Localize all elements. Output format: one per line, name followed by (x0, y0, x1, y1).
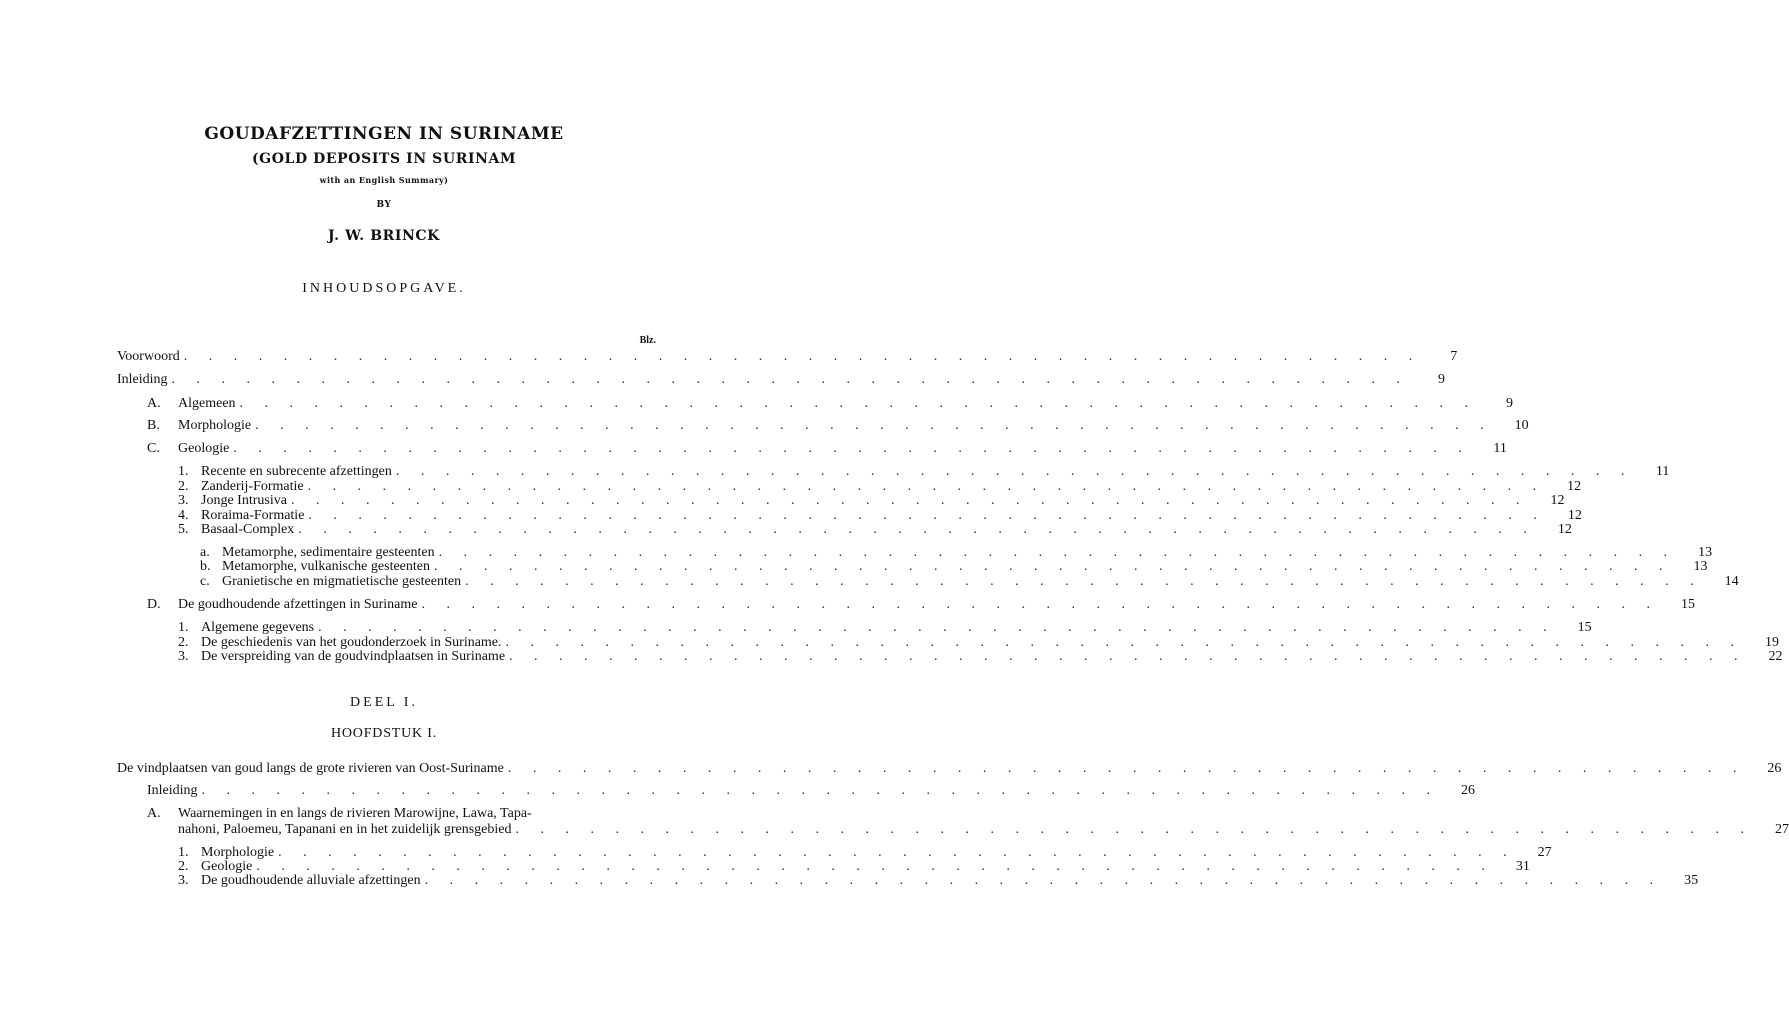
leader-dots: . . . . . . . . . . . . . . . . . . . . . . . . . . . . . . . . . . . . . . . . . . . . . . . . . . (424, 873, 1663, 888)
toc-entry-number: 1. (178, 845, 189, 860)
toc-entry (178, 464, 1670, 480)
toc-entry-label: De goudhoudende alluviale afzettingen (201, 873, 421, 888)
toc-entry-label: Granietische en migmatietische gesteenten (222, 574, 462, 589)
toc-entry-page: 27 (1537, 845, 1552, 860)
author-name: J. W. BRINCK (328, 228, 440, 244)
toc-heading: INHOUDSOPGAVE. (302, 281, 466, 296)
leader-dots: . . . . . . . . . . . . . . . . . . . . . . . . . . . . . . . . . . . . . . . . . . . . . . . . . . (278, 845, 1516, 860)
leader-dots: . . . . . . . . . . . . . . . . . . . . . . . . . . . . . . . . . . . . . . . . . . . . . . . . . . (255, 418, 1493, 433)
toc-entry-number: a. (200, 545, 210, 560)
leader-dots: . . . . . . . . . . . . . . . . . . . . . . . . . . . . . . . . . . . . . . . . . . . . . . . . . . (171, 372, 1410, 387)
leader-dots: . . . . . . . . . . . . . . . . . . . . . . . . . . . . . . . . . . . . . . . . . . . . . . . . . . (438, 545, 1677, 560)
toc-entry (178, 522, 1572, 538)
toc-entry-number: 4. (178, 508, 189, 523)
toc-entry-page: 11 (1655, 464, 1670, 479)
toc-entry (178, 649, 1783, 665)
toc-entry-label: Geologie (178, 441, 230, 456)
leader-dots: . . . . . . . . . . . . . . . . . . . . . . . . . . . . . . . . . . . . . . . . . . . . . . . . . . (505, 635, 1744, 650)
toc-entry-page: 12 (1550, 493, 1565, 508)
toc-entry-page: 7 (1450, 349, 1458, 364)
toc-entry-page: 13 (1693, 559, 1708, 574)
toc-entry-number: A. (147, 396, 161, 411)
toc-entry-page: 9 (1438, 372, 1446, 387)
toc-entry-label: Inleiding (117, 372, 168, 387)
leader-dots: . . . . . . . . . . . . . . . . . . . . . . . . . . . . . . . . . . . . . . . . . . . . . . . . . . (515, 822, 1753, 837)
toc-entry-page: 10 (1514, 418, 1529, 433)
leader-dots: . . . . . . . . . . . . . . . . . . . . . . . . . . . . . . . . . . . . . . . . . . . . . . . . . . (239, 396, 1478, 411)
leader-dots: . . . . . . . . . . . . . . . . . . . . . . . . . . . . . . . . . . . . . . . . . . . . . . . . . . (395, 464, 1634, 479)
toc-entry-page: 13 (1698, 545, 1713, 560)
toc-entry (147, 597, 1695, 613)
toc-entry-label: Geologie (201, 859, 253, 874)
toc-entry-number: 2. (178, 859, 189, 874)
toc-entry (147, 418, 1529, 434)
toc-entry-label: De geschiedenis van het goudonderzoek in Suriname. (201, 635, 502, 650)
toc-entry-page: 12 (1567, 479, 1582, 494)
toc-entry-page: 26 (1767, 761, 1782, 776)
leader-dots: . . . . . . . . . . . . . . . . . . . . . . . . . . . . . . . . . . . . . . . . . . . . . . . . . . (509, 649, 1747, 664)
document-subtitle: (GOLD DEPOSITS IN SURINAM (251, 151, 517, 167)
toc-entry-number: b. (200, 559, 211, 574)
toc-entry (200, 559, 1708, 575)
toc-entry-label: Recente en subrecente afzettingen (201, 464, 392, 479)
leader-dots: . . . . . . . . . . . . . . . . . . . . . . . . . . . . . . . . . . . . . . . . . . . . . . . . . . (465, 574, 1703, 589)
leader-dots: . . . . . . . . . . . . . . . . . . . . . . . . . . . . . . . . . . . . . . . . . . . . . . . . . . (201, 783, 1440, 798)
toc-entry-number: 1. (178, 620, 189, 635)
leader-dots: . . . . . . . . . . . . . . . . . . . . . . . . . . . . . . . . . . . . . . . . . . . . . . . . . . (183, 349, 1422, 364)
toc-entry-page: 11 (1493, 441, 1507, 456)
toc-entry-number: 2. (178, 635, 189, 650)
toc-entry (117, 761, 1782, 777)
part-heading: DEEL I. (350, 695, 418, 710)
leader-dots: . . . . . . . . . . . . . . . . . . . . . . . . . . . . . . . . . . . . . . . . . . . . . . . . . . (421, 597, 1659, 612)
toc-entry-label: De vindplaatsen van goud langs de grote rivieren van Oost-Suriname (117, 761, 504, 776)
leader-dots: . . . . . . . . . . . . . . . . . . . . . . . . . . . . . . . . . . . . . . . . . . . . . . . . . . (433, 559, 1672, 574)
toc-entry-label: Morphologie (201, 845, 275, 860)
toc-entry-page: 31 (1515, 859, 1530, 874)
leader-dots: . . . . . . . . . . . . . . . . . . . . . . . . . . . . . . . . . . . . . . . . . . . . . . . . . . (507, 761, 1746, 776)
toc-entry-label: Inleiding (147, 783, 198, 798)
toc-entry-label: Algemeen (178, 396, 236, 411)
toc-entry-number: A. (147, 806, 161, 821)
toc-entry (147, 441, 1507, 457)
leader-dots: . . . . . . . . . . . . . . . . . . . . . . . . . . . . . . . . . . . . . . . . . . . . . . . . . . (307, 479, 1546, 494)
toc-entry (178, 873, 1699, 889)
leader-dots: . . . . . . . . . . . . . . . . . . . . . . . . . . . . . . . . . . . . . . . . . . . . . . . . . . (308, 508, 1546, 523)
document-title: GOUDAFZETTINGEN IN SURINAME (204, 124, 564, 144)
page-column-label: Blz. (639, 335, 656, 346)
toc-entry-label: De verspreiding van de goudvindplaatsen in Suriname (201, 649, 506, 664)
leader-dots: . . . . . . . . . . . . . . . . . . . . . . . . . . . . . . . . . . . . . . . . . . . . . . . . . . (290, 493, 1529, 508)
toc-entry-number: 2. (178, 479, 189, 494)
toc-entry-number: 1. (178, 464, 189, 479)
toc-entry-number: D. (147, 597, 161, 612)
toc-entry (178, 822, 1789, 838)
toc-entry (117, 349, 1458, 365)
toc-entry-page: 12 (1567, 508, 1582, 523)
toc-entry-label: Zanderij-Formatie (201, 479, 304, 494)
toc-entry-page: 12 (1557, 522, 1572, 537)
toc-entry-page: 35 (1684, 873, 1699, 888)
toc-entry-number: 3. (178, 493, 189, 508)
summary-note: with an English Summary) (319, 175, 449, 185)
toc-entry-label: Algemene gegevens (201, 620, 315, 635)
toc-entry-label: Basaal-Complex (201, 522, 295, 537)
toc-entry-page: 14 (1724, 574, 1739, 589)
chapter-heading: HOOFDSTUK I. (330, 726, 438, 741)
toc-entry-number: 5. (178, 522, 189, 537)
toc-entry-label-line1: Waarnemingen in en langs de rivieren Marowijne, Lawa, Tapa- (178, 806, 532, 821)
leader-dots: . . . . . . . . . . . . . . . . . . . . . . . . . . . . . . . . . . . . . . . . . . . . . . . . . . (256, 859, 1494, 874)
toc-entry-label-line2: nahoni, Paloemeu, Tapanani en in het zuidelijk grensgebied (178, 822, 512, 837)
toc-entry (147, 396, 1514, 412)
toc-entry-label: Metamorphe, sedimentaire gesteenten (222, 545, 435, 560)
toc-entry-number: 3. (178, 649, 189, 664)
toc-entry-page: 27 (1775, 822, 1789, 837)
leader-dots: . . . . . . . . . . . . . . . . . . . . . . . . . . . . . . . . . . . . . . . . . . . . . . . . . . (233, 441, 1471, 456)
toc-entry-page: 9 (1506, 396, 1514, 411)
toc-entry (200, 574, 1739, 590)
toc-entry-page: 22 (1768, 649, 1783, 664)
toc-entry (178, 493, 1565, 509)
toc-entry-label: Metamorphe, vulkanische gesteenten (222, 559, 430, 574)
toc-entry-label: De goudhoudende afzettingen in Suriname (178, 597, 418, 612)
toc-entry-page: 15 (1577, 620, 1592, 635)
toc-entry-label: Jonge Intrusiva (201, 493, 287, 508)
toc-entry (117, 372, 1446, 388)
toc-entry-number: c. (200, 574, 210, 589)
toc-entry-page: 26 (1461, 783, 1476, 798)
toc-entry-number: B. (147, 418, 160, 433)
leader-dots: . . . . . . . . . . . . . . . . . . . . . . . . . . . . . . . . . . . . . . . . . . . . . . . . . . (298, 522, 1536, 537)
toc-entry-label: Voorwoord (117, 349, 180, 364)
toc-entry-number: C. (147, 441, 160, 456)
toc-entry-page: 15 (1680, 597, 1695, 612)
toc-entry-label: Roraima-Formatie (201, 508, 305, 523)
toc-entry (147, 783, 1476, 799)
toc-entry-label: Morphologie (178, 418, 252, 433)
toc-entry (178, 620, 1592, 636)
leader-dots: . . . . . . . . . . . . . . . . . . . . . . . . . . . . . . . . . . . . . . . . . . . . . . . . . . (318, 620, 1556, 635)
toc-entry-page: 19 (1765, 635, 1780, 650)
toc-entry-number: 3. (178, 873, 189, 888)
by-label: BY (376, 200, 392, 210)
